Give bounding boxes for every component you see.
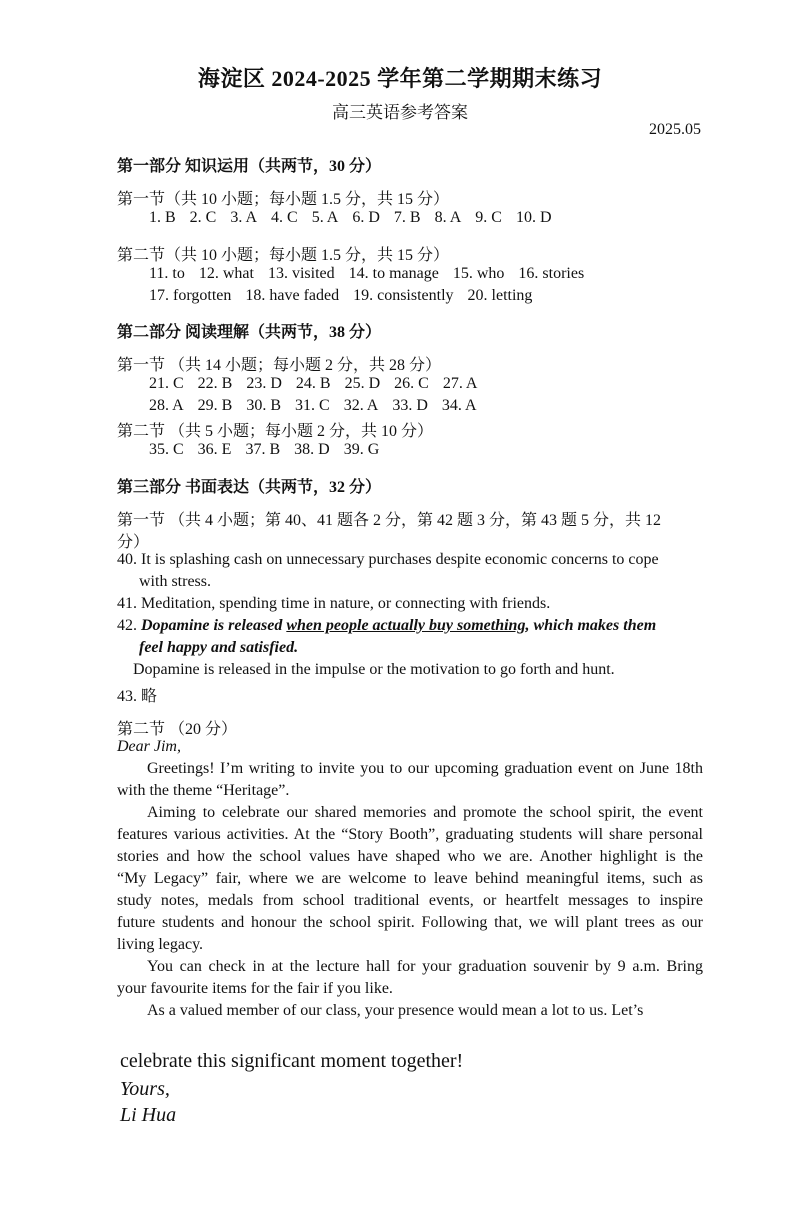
answer-item: 10. D [515,209,552,226]
answer-item: 26. C [394,375,429,392]
letter-p2-line1: Aiming to celebrate our shared memories and promote the school spirit, the event [147,804,703,821]
answer-42-line1 [117,617,656,635]
answer-item: 33. D [392,397,428,414]
answer-item: 36. E [197,441,232,458]
part3-sec2-heading: 第二节 （20 分） [117,721,238,738]
answer-item: 17. forgotten [149,287,232,304]
answer-item: 24. B [295,375,331,392]
letter-signoff: Yours, [120,1078,170,1100]
answer-item: 19. consistently [353,287,454,304]
answer-item: 14. to manage [348,265,439,282]
answer-item: 7. B [393,209,421,226]
answer-item: 11. to [149,265,185,282]
answer-item: 15. who [452,265,505,282]
answer-40-line1: 40. It is splashing cash on unnecessary purchases despite economic concerns to cope [117,551,659,568]
letter-p4-line1: As a valued member of our class, your presence would mean a lot to us. Let’s [147,1002,644,1019]
answer-item: 9. C [475,209,502,226]
answer-item: 3. A [230,209,258,226]
letter-p2-line6: future students and honour the school spirit. Following that, we will plant trees as our [117,914,703,931]
answer-item: 2. C [189,209,217,226]
answer-item: 31. C [295,397,330,414]
answer-item: 8. A [434,209,462,226]
answer-item: 13. visited [267,265,335,282]
answer-item: 23. D [246,375,282,392]
answer-item: 38. D [294,441,330,458]
answer-42-post: , which makes them [525,617,657,634]
part2-sec1-row2 [149,397,491,415]
answer-item: 27. A [442,375,478,392]
answer-item: 30. B [246,397,282,414]
answer-item: 35. C [149,441,184,458]
answer-item: 28. A [149,397,184,414]
letter-signature: Li Hua [120,1104,177,1126]
answer-item: 4. C [271,209,298,226]
answer-42-pre: Dopamine is released [141,617,283,634]
part1-sec1-answers [149,209,566,227]
answer-item: 20. letting [467,287,533,304]
letter-p1-line2: with the theme “Heritage”. [117,782,290,799]
part1-sec2-row2 [149,287,546,305]
answer-item: 37. B [245,441,281,458]
answer-item: 5. A [311,209,339,226]
part2-sec2-row1 [149,441,393,459]
letter-p1-line1: Greetings! I’m writing to invite you to our upcoming graduation event on June 18th [147,760,703,777]
letter-p3-line1: You can check in at the lecture hall for your graduation souvenir by 9 a.m. Bring [147,958,703,975]
part1-sec2-row1 [149,265,598,283]
letter-p2-line7: living legacy. [117,936,204,953]
answer-40-line2: with stress. [139,573,211,590]
page-title: 海淀区 2024-2025 学年第二学期期末练习 [197,66,603,91]
answer-item: 21. C [149,375,184,392]
answer-42-alternative: Dopamine is released in the impulse or the motivation to go forth and hunt. [133,661,615,678]
answer-42-underlined: when people actually buy something [286,617,526,634]
letter-closing-line: celebrate this significant moment together! [120,1050,464,1072]
part3-heading: 第三部分 书面表达（共两节，32 分） [117,479,382,496]
answer-item: 39. G [343,441,380,458]
answer-item: 1. B [149,209,176,226]
part1-sec2-heading: 第二节（共 10 小题；每小题 1.5 分，共 15 分） [117,247,450,264]
answer-item: 6. D [352,209,380,226]
answer-42-number: 42. [117,617,137,634]
document-date: 2025.05 [649,121,701,138]
answer-item: 25. D [344,375,381,392]
answer-42-line2: feel happy and satisfied. [139,639,299,656]
answer-43: 43. 略 [117,688,158,705]
letter-p2-line4: “My Legacy” fair, where we are welcome to leave behind meaningful items, such as [117,870,703,887]
part2-heading: 第二部分 阅读理解（共两节，38 分） [117,324,382,341]
part1-heading: 第一部分 知识运用（共两节，30 分） [117,158,382,175]
answer-41: 41. Meditation, spending time in nature, or connecting with friends. [117,595,551,612]
answer-item: 32. A [343,397,379,414]
letter-p3-line2: your favourite items for the fair if you like. [117,980,393,997]
part3-sec1-heading-line2: 分） [117,534,150,551]
answer-item: 22. B [197,375,233,392]
letter-p2-line5: study notes, medals from school traditional events, or heartfelt messages to inspire [117,892,703,909]
answer-item: 18. have faded [245,287,340,304]
letter-salutation: Dear Jim, [117,738,181,755]
letter-p2-line2: features various activities. At the “Story Booth”, graduating students will share personal [117,826,703,843]
answer-item: 29. B [197,397,233,414]
letter-p2-line3: stories and how the school values have shaped who we are. Another highlight is the [117,848,703,865]
part2-sec1-row1 [149,375,491,393]
part2-sec1-heading: 第一节 （共 14 小题；每小题 2 分，共 28 分） [117,357,442,374]
part2-sec2-heading: 第二节 （共 5 小题；每小题 2 分，共 10 分） [117,423,434,440]
part1-sec1-heading: 第一节（共 10 小题；每小题 1.5 分，共 15 分） [117,191,450,208]
answer-item: 12. what [198,265,254,282]
part3-sec1-heading-line1: 第一节 （共 4 小题；第 40、41 题各 2 分，第 42 题 3 分，第 43 题 5 分，共 12 [117,512,662,529]
page-subtitle: 高三英语参考答案 [332,103,468,122]
answer-item: 16. stories [518,265,585,282]
answer-item: 34. A [441,397,477,414]
